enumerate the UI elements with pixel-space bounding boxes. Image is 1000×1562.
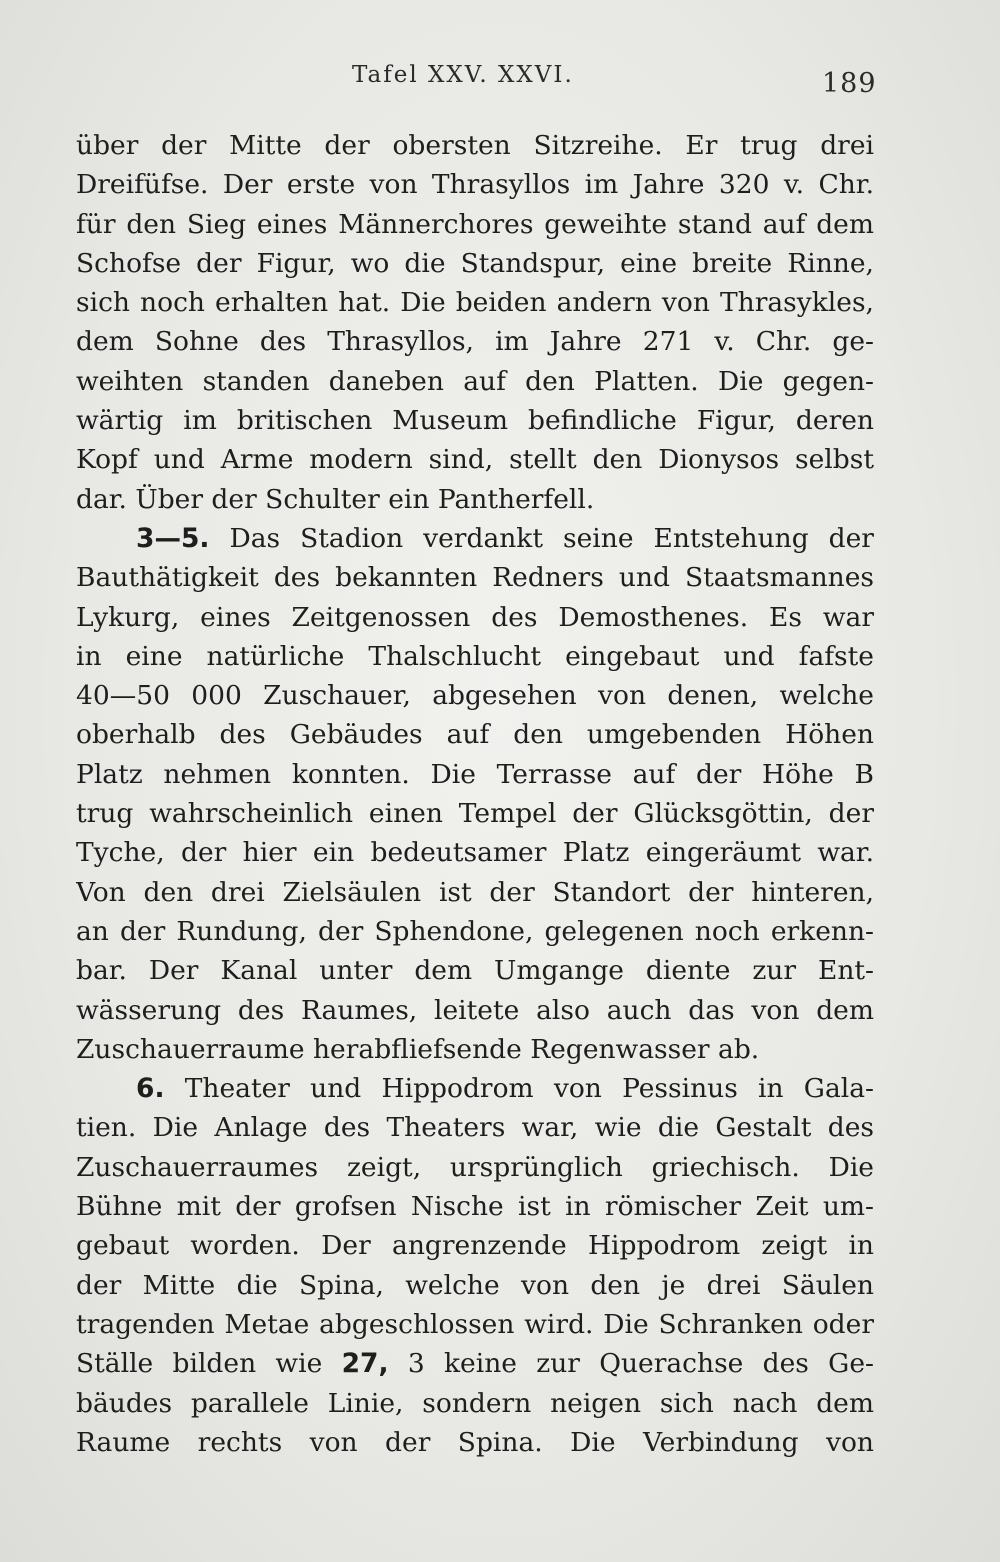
text-line: wärtig im britischen Museum befindliche Figur, deren (76, 405, 874, 437)
text-line: sich noch erhalten hat. Die beiden andern von Thrasykles, (76, 287, 874, 319)
text-line: Bühne mit der grofsen Nische ist in römischer Zeit um- (76, 1191, 874, 1223)
text-line: tragenden Metae abgeschlossen wird. Die Schranken oder (76, 1308, 874, 1340)
paragraph-start-line (76, 519, 874, 558)
text-line: Raume rechts von der Spina. Die Verbindung von (76, 1426, 874, 1458)
text-line-content: Das Stadion verdankt seine Entstehung der (229, 522, 874, 554)
paragraph-number: 3—5. (136, 522, 210, 554)
text-line: trug wahrscheinlich einen Tempel der Glücksgöttin, der (76, 798, 874, 830)
text-line-content: keine zur Querachse des Ge- (444, 1348, 874, 1380)
paragraph-number: 6. (136, 1073, 165, 1105)
text-line: Zuschauerraume herabfliefsende Regenwasser ab. (76, 1033, 760, 1065)
text-line: bäudes parallele Linie, sondern neigen sich nach dem (76, 1387, 874, 1419)
text-line: wässerung des Raumes, leitete also auch das von dem (76, 994, 874, 1026)
text-line: oberhalb des Gebäudes auf den umgebenden Höhen (76, 719, 874, 751)
text-line: in eine natürliche Thalschlucht eingebaut und fafste (76, 640, 874, 672)
text-line: Schofse der Figur, wo die Standspur, eine breite Rinne, (76, 247, 874, 279)
plate-reference: 27, (341, 1348, 389, 1380)
text-line: Lykurg, eines Zeitgenossen des Demosthenes. Es war (76, 601, 874, 633)
text-line-content: Ställe bilden wie (76, 1348, 323, 1380)
paragraph-start-line (76, 1069, 874, 1108)
text-line: über der Mitte der obersten Sitzreihe. Er trug drei (76, 130, 874, 161)
body-text (76, 126, 874, 1462)
text-line: dem Sohne des Thrasyllos, im Jahre 271 v. Chr. ge- (76, 326, 874, 358)
running-head: Tafel XXV. XXVI. (352, 62, 574, 88)
text-line: dar. Über der Schulter ein Pantherfell. (76, 483, 595, 515)
text-line: Dreifüfse. Der erste von Thrasyllos im Jahre 320 v. Chr. (76, 169, 874, 201)
text-line: tien. Die Anlage des Theaters war, wie die Gestalt des (76, 1112, 874, 1144)
text-line: Von den drei Zielsäulen ist der Standort der hinteren, (76, 876, 874, 908)
text-line: Platz nehmen konnten. Die Terrasse auf der Höhe B (76, 758, 874, 790)
page-number: 189 (822, 68, 877, 99)
text-line: für den Sieg eines Männerchores geweihte stand auf dem (76, 208, 874, 240)
text-line-content: Theater und Hippodrom von Pessinus in Gala- (184, 1073, 874, 1105)
text-line: Kopf und Arme modern sind, stellt den Dionysos selbst (76, 444, 874, 476)
text-line: weihten standen daneben auf den Platten. Die gegen- (76, 365, 874, 397)
figure-reference: 3 (407, 1348, 425, 1380)
text-line: der Mitte die Spina, welche von den je drei Säulen (76, 1269, 874, 1301)
text-line: gebaut worden. Der angrenzende Hippodrom zeigt in (76, 1230, 874, 1262)
text-line: Bauthätigkeit des bekannten Redners und Staatsmannes (76, 562, 874, 594)
text-line: bar. Der Kanal unter dem Umgange diente zur Ent- (76, 955, 874, 987)
text-line: Tyche, der hier ein bedeutsamer Platz eingeräumt war. (76, 837, 874, 869)
text-line: an der Rundung, der Sphendone, gelegenen noch erkenn- (76, 915, 874, 947)
reference-line (76, 1344, 874, 1383)
text-line: 40—50 000 Zuschauer, abgesehen von denen, welche (76, 680, 874, 712)
text-line: Zuschauerraumes zeigt, ursprünglich griechisch. Die (76, 1151, 874, 1183)
